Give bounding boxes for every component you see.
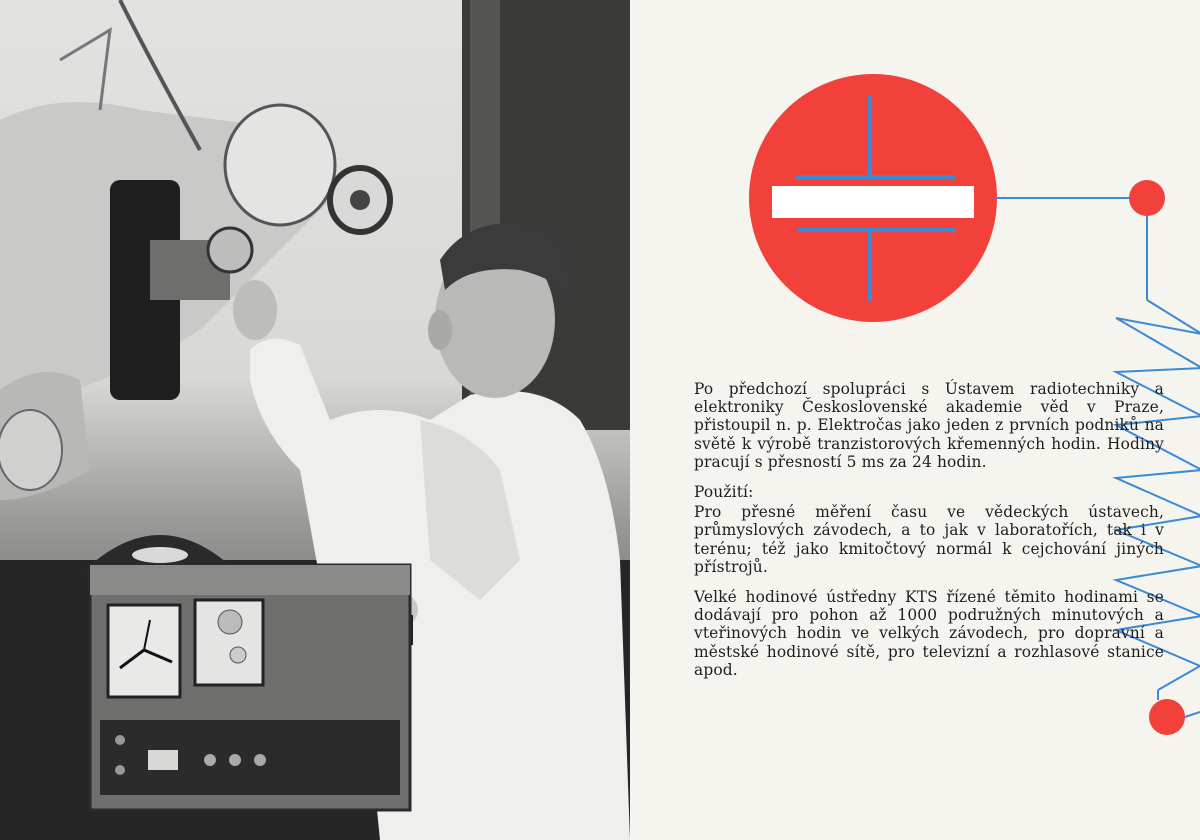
systems-paragraph: Velké hodinové ústředny KTS řízené těmito hodinami se dodávají pro pohon až 1000 podružných minutových a vteřinových hodin ve velkých závodech, pro dopravní a městské hodinové sítě, pro televizní a rozhlasové stanice apod. <box>694 588 1164 679</box>
quartz-crystal-symbol-icon <box>749 74 997 322</box>
usage-heading: Použití: <box>694 483 754 502</box>
quartz-clock-cabinet <box>85 535 410 810</box>
text-page <box>630 0 1200 840</box>
usage-paragraph: Pro přesné měření času ve vědeckých ústavech, průmyslových závodech, a to jak v laboratořích, tak i v terénu; též jako kmitočtový normál k cejchování jiných přístrojů. <box>694 503 1164 576</box>
intro-paragraph: Po předchozí spolupráci s Ústavem radiotechniky a elektroniky Československé akademie věd v Praze, přistoupil n. p. Elektročas jako jeden z prvních podniků na světě k výrobě tranzistorových křemenných hodin. Hodiny pracují s přesností 5 ms za 24 hodin. <box>694 380 1164 471</box>
article-text <box>694 380 1164 691</box>
